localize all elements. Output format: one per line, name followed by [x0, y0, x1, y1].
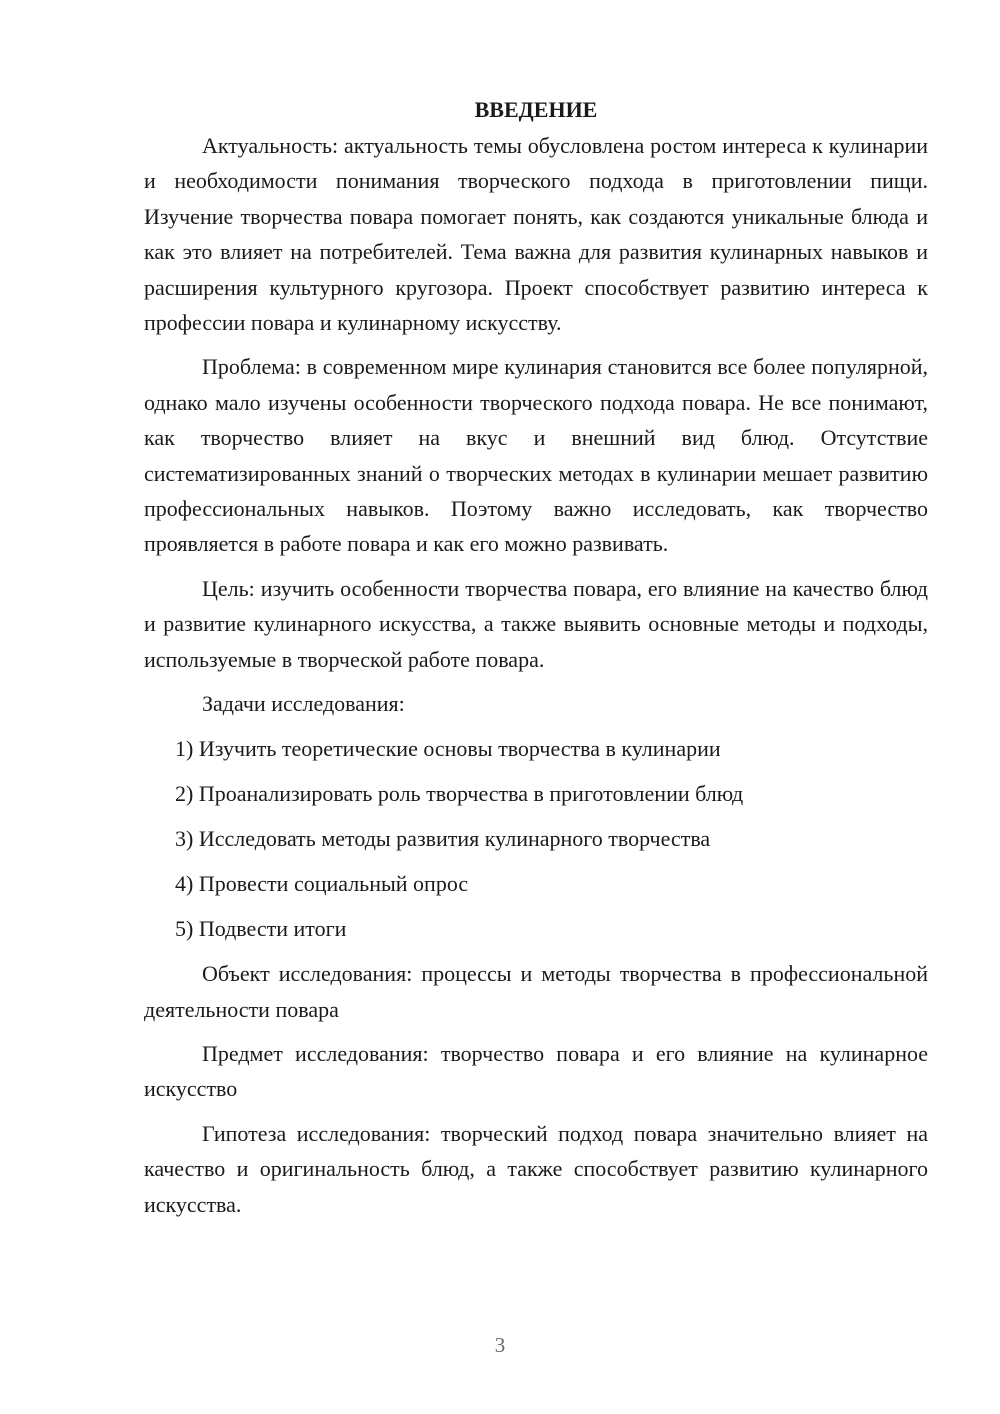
document-page — [144, 92, 928, 1231]
list-item: 1) Изучить теоретические основы творчества в кулинарии — [175, 736, 721, 762]
list-item: 2) Проанализировать роль творчества в приготовлении блюд — [175, 781, 744, 807]
object-paragraph: Объект исследования: процессы и методы творчества в профессиональной деятельности повара — [144, 961, 928, 1022]
relevance-paragraph: Актуальность: актуальность темы обусловлена ростом интереса к кулинарии и необходимости понимания творческого подхода в приготовлении пищи. Изучение творчества повара помогает понять, как создаются уникальные блюда и как это влияет на потребителей. Тема важна для развития кулинарных навыков и расширения культурного кругозора. Проект способствует развитию интереса к профессии повара и кулинарному искусству. — [144, 133, 928, 336]
goal-paragraph: Цель: изучить особенности творчества повара, его влияние на качество блюд и развитие кулинарного искусства, а также выявить основные методы и подходы, используемые в творческой работе повара. — [144, 575, 928, 672]
list-item: 4) Провести социальный опрос — [175, 871, 469, 897]
page-number: 3 — [494, 1333, 506, 1357]
problem-paragraph: Проблема: в современном мире кулинария становится все более популярной, однако мало изучены особенности творческого подхода повара. Не все понимают, как творчество влияет на вкус и внешний вид блюд. Отсутствие систематизированных знаний о творческих методах в кулинарии мешает развитию профессиональных навыков. Поэтому важно исследовать, как творчество проявляется в работе повара и как его можно развивать. — [144, 354, 928, 557]
tasks-list — [144, 731, 928, 946]
list-item: 3) Исследовать методы развития кулинарного творчества — [175, 826, 711, 852]
tasks-title: Задачи исследования: — [202, 691, 405, 717]
page-title: ВВЕДЕНИЕ — [474, 97, 598, 122]
list-item: 5) Подвести итоги — [175, 916, 347, 942]
hypothesis-paragraph: Гипотеза исследования: творческий подход повара значительно влияет на качество и оригинальность блюд, а также способствует развитию кулинарного искусства. — [144, 1120, 928, 1217]
subject-paragraph: Предмет исследования: творчество повара и его влияние на кулинарное искусство — [144, 1040, 928, 1102]
